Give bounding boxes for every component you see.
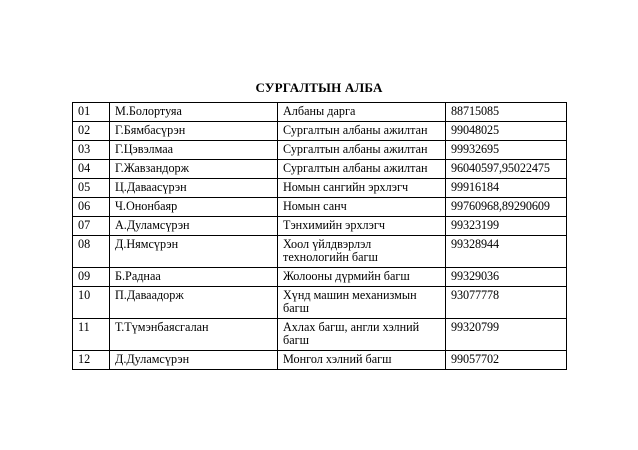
page-title: СУРГАЛТЫН АЛБА — [255, 80, 383, 95]
staff-name: Д.Дуламсүрэн — [110, 351, 278, 370]
staff-name: Г.Бямбасүрэн — [110, 122, 278, 141]
staff-phone: 99932695 — [446, 141, 567, 160]
table-row — [73, 351, 567, 370]
row-number: 06 — [73, 198, 110, 217]
staff-position: Номын санч — [278, 198, 446, 217]
staff-phone: 99320799 — [446, 319, 567, 351]
staff-phone: 99328944 — [446, 236, 567, 268]
table-row — [73, 141, 567, 160]
row-number: 11 — [73, 319, 110, 351]
staff-position: Хүнд машин механизмын багш — [278, 287, 446, 319]
staff-position: Монгол хэлний багш — [278, 351, 446, 370]
staff-phone: 99048025 — [446, 122, 567, 141]
table-row — [73, 268, 567, 287]
row-number: 07 — [73, 217, 110, 236]
staff-position: Сургалтын албаны ажилтан — [278, 122, 446, 141]
staff-position: Албаны дарга — [278, 103, 446, 122]
row-number: 03 — [73, 141, 110, 160]
table-row — [73, 287, 567, 319]
staff-position: Номын сангийн эрхлэгч — [278, 179, 446, 198]
staff-phone: 93077778 — [446, 287, 567, 319]
staff-phone: 99323199 — [446, 217, 567, 236]
table-row — [73, 122, 567, 141]
staff-position: Сургалтын албаны ажилтан — [278, 141, 446, 160]
staff-name: М.Болортуяа — [110, 103, 278, 122]
staff-phone: 88715085 — [446, 103, 567, 122]
staff-name: Г.Цэвэлмаа — [110, 141, 278, 160]
staff-phone: 99057702 — [446, 351, 567, 370]
staff-position: Жолооны дүрмийн багш — [278, 268, 446, 287]
table-row — [73, 179, 567, 198]
row-number: 02 — [73, 122, 110, 141]
staff-name: Т.Түмэнбаясгалан — [110, 319, 278, 351]
table-row — [73, 236, 567, 268]
staff-name: Ц.Даваасүрэн — [110, 179, 278, 198]
row-number: 04 — [73, 160, 110, 179]
row-number: 05 — [73, 179, 110, 198]
row-number: 09 — [73, 268, 110, 287]
table-row — [73, 103, 567, 122]
staff-position: Хоол үйлдвэрлэл технологийн багш — [278, 236, 446, 268]
staff-name: Д.Нямсүрэн — [110, 236, 278, 268]
staff-name: Б.Раднаа — [110, 268, 278, 287]
staff-name: П.Даваадорж — [110, 287, 278, 319]
table-row — [73, 319, 567, 351]
table-row — [73, 160, 567, 179]
row-number: 12 — [73, 351, 110, 370]
staff-table — [72, 102, 567, 370]
staff-position: Тэнхимийн эрхлэгч — [278, 217, 446, 236]
staff-position: Ахлах багш, англи хэлний багш — [278, 319, 446, 351]
staff-name: А.Дуламсүрэн — [110, 217, 278, 236]
staff-phone: 96040597,95022475 — [446, 160, 567, 179]
table-row — [73, 198, 567, 217]
row-number: 01 — [73, 103, 110, 122]
staff-phone: 99916184 — [446, 179, 567, 198]
staff-position: Сургалтын албаны ажилтан — [278, 160, 446, 179]
staff-name: Ч.Ононбаяр — [110, 198, 278, 217]
staff-phone: 99760968,89290609 — [446, 198, 567, 217]
staff-name: Г.Жавзандорж — [110, 160, 278, 179]
row-number: 08 — [73, 236, 110, 268]
table-row — [73, 217, 567, 236]
row-number: 10 — [73, 287, 110, 319]
staff-phone: 99329036 — [446, 268, 567, 287]
